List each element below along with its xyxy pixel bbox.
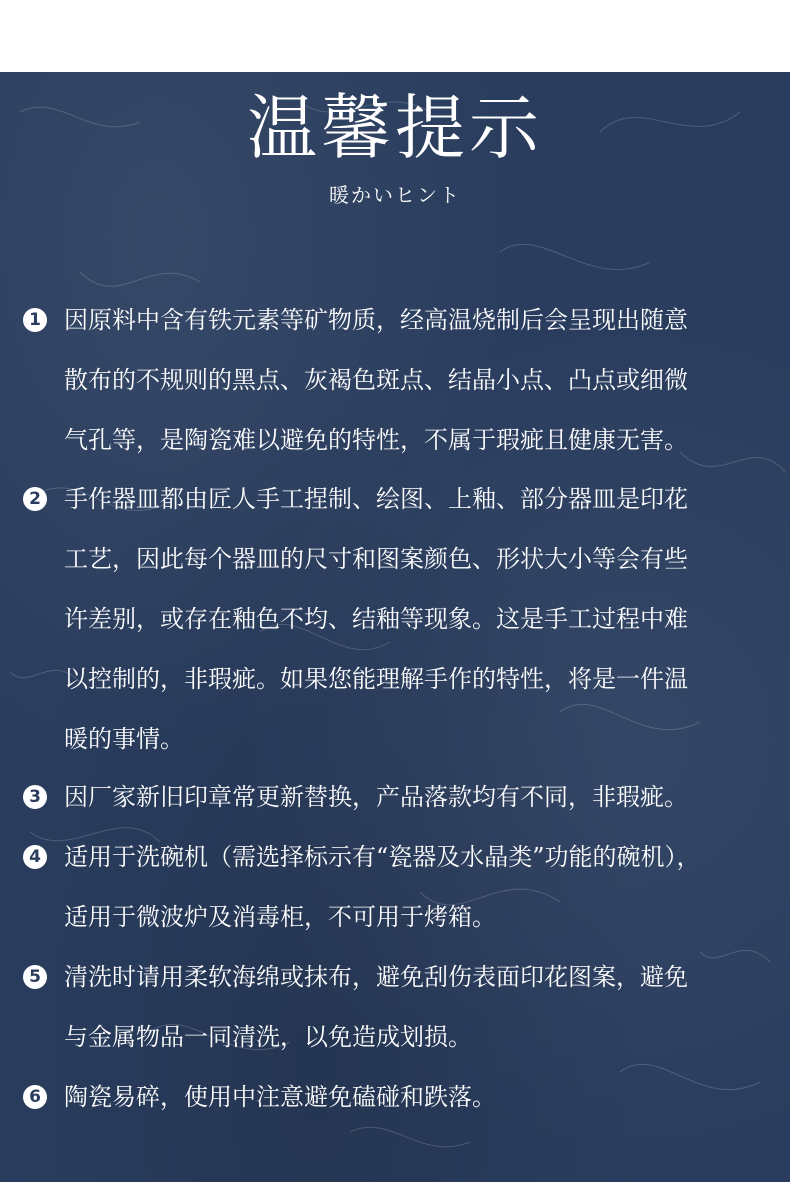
page-title: 温馨提示 [247,87,543,169]
tip-5-line-1: 清洗时请用柔软海绵或抹布，避免刮伤表面印花图案，避免 [64,963,688,991]
tip-3-line-1: 因厂家新旧印章常更新替换，产品落款均有不同，非瑕疵。 [64,783,688,811]
tip-1-line-1: 因原料中含有铁元素等矿物质，经高温烧制后会呈现出随意 [64,306,688,334]
tip-2-line-5: 暖的事情。 [64,725,184,753]
tip-number-4: 4 [23,845,47,869]
tip-2-line-3: 许差别，或存在釉色不均、结釉等现象。这是手工过程中难 [64,605,688,633]
tip-number-2: 2 [23,487,47,511]
tip-5-line-2: 与金属物品一同清洗，以免造成划损。 [64,1023,472,1051]
tip-2-line-2: 工艺，因此每个器皿的尺寸和图案颜色、形状大小等会有些 [64,545,688,573]
tip-2-line-1: 手作器皿都由匠人手工捏制、绘图、上釉、部分器皿是印花 [64,485,688,513]
tip-number-1: 1 [23,308,47,332]
tip-1-line-2: 散布的不规则的黑点、灰褐色斑点、结晶小点、凸点或细微 [64,366,688,394]
page-subtitle: 暖かいヒント [329,183,461,207]
tip-number-5: 5 [23,965,47,989]
tip-6-line-1: 陶瓷易碎，使用中注意避免磕碰和跌落。 [64,1083,496,1111]
tip-4-line-1: 适用于洗碗机（需选择标示有“瓷器及水晶类”功能的碗机）， [64,843,701,871]
tip-2-line-4: 以控制的，非瑕疵。如果您能理解手作的特性，将是一件温 [64,665,688,693]
tip-1-line-3: 气孔等，是陶瓷难以避免的特性，不属于瑕疵且健康无害。 [64,426,688,454]
top-white-band [0,0,790,72]
tip-number-3: 3 [23,785,47,809]
tip-4-line-2: 适用于微波炉及消毒柜，不可用于烤箱。 [64,903,496,931]
tip-number-6: 6 [23,1085,47,1109]
